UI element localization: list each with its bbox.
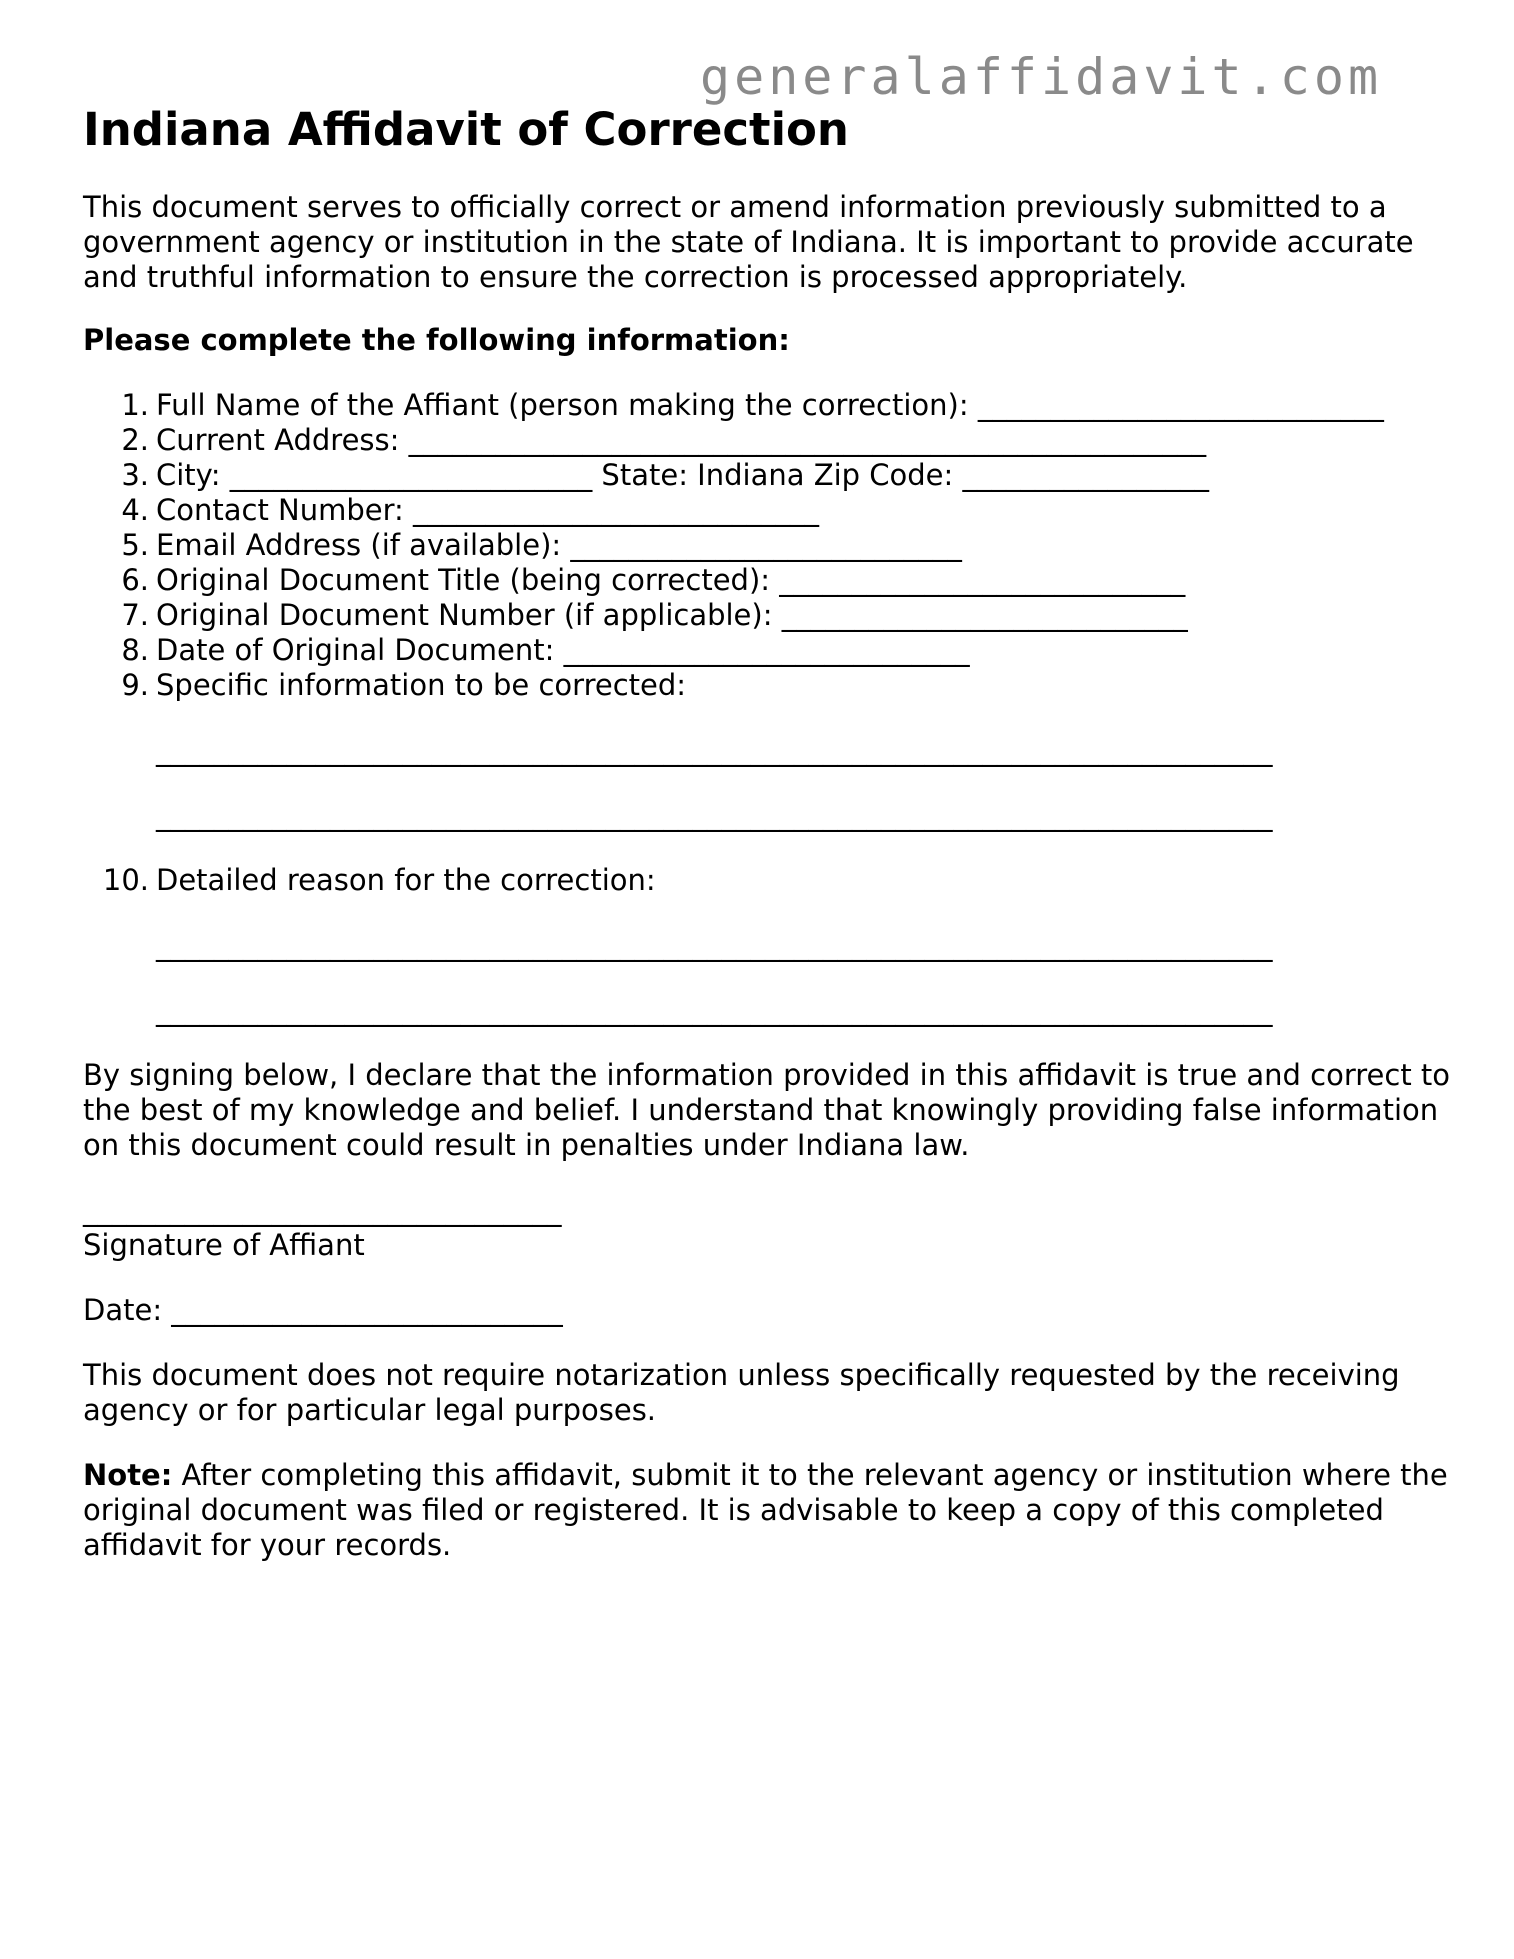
field-label: Date of Original Document: ____________________________: [156, 633, 970, 667]
field-label: Full Name of the Affiant (person making the correction): ____________________________: [156, 388, 1384, 422]
field-number: 5.: [121, 528, 149, 562]
field-label: Current Address: _______________________________________________________: [156, 423, 1207, 457]
signature-label: Signature of Affiant: [83, 1228, 365, 1262]
field-information-to-correct: [83, 668, 1463, 703]
watermark: generalaffidavit.com: [700, 48, 1383, 106]
field-number: 3.: [121, 458, 149, 492]
field-number: 8.: [121, 633, 149, 667]
signature-blank[interactable]: _________________________________: [83, 1193, 562, 1227]
field-contact-number[interactable]: [83, 493, 1463, 528]
field-label: City: _________________________ State: Indiana Zip Code: _________________: [156, 458, 1210, 492]
note-text: After completing this affidavit, submit it to the relevant agency or institution where the original document was filed or registered. It is advisable to keep a copy of this completed affidavit for your records.: [83, 1458, 1448, 1562]
field-label: Original Document Title (being corrected): ____________________________: [156, 563, 1186, 597]
field-affiant-name[interactable]: [83, 388, 1463, 423]
note-label: Note:: [83, 1458, 173, 1492]
field-email-address[interactable]: [83, 528, 1463, 563]
field-city-state-zip[interactable]: [83, 458, 1463, 493]
field-label: Specific information to be corrected:: [156, 668, 687, 702]
declaration-paragraph: By signing below, I declare that the information provided in this affidavit is true and correct to the best of my knowledge and belief. I understand that knowingly providing false information on this document could result in penalties under Indiana law.: [83, 1058, 1451, 1162]
field-number: 4.: [121, 493, 149, 527]
field-label: Detailed reason for the correction:: [156, 863, 656, 897]
field-original-document-title[interactable]: [83, 563, 1463, 598]
form-fields-list-continued: [83, 863, 1463, 898]
correction-answer-line-1[interactable]: _____________________________________________________________________________: [156, 733, 1273, 767]
field-number: 10.: [102, 863, 149, 897]
field-number: 2.: [121, 423, 149, 457]
document-title: Indiana Affidavit of Correction: [83, 103, 849, 156]
field-current-address[interactable]: [83, 423, 1463, 458]
document-page: [83, 100, 1463, 1563]
note-paragraph: [83, 1458, 1463, 1563]
form-fields-list: [83, 388, 1463, 703]
reason-answer-line-1[interactable]: _____________________________________________________________________________: [156, 928, 1273, 962]
field-number: 7.: [121, 598, 149, 632]
reason-answer-line-2[interactable]: _____________________________________________________________________________: [156, 993, 1273, 1027]
notarization-paragraph: This document does not require notarization unless specifically requested by the receiving agency or for particular legal purposes.: [83, 1358, 1400, 1427]
intro-paragraph: This document serves to officially correct or amend information previously submitted to a government agency or institution in the state of Indiana. It is important to provide accurate and truthful information to ensure the correction is processed appropriately.: [83, 190, 1414, 294]
field-label: Contact Number: ____________________________: [156, 493, 820, 527]
field-number: 1.: [121, 388, 149, 422]
correction-answer-line-2[interactable]: _____________________________________________________________________________: [156, 798, 1273, 832]
field-reason-for-correction: [83, 863, 1463, 898]
field-label: Original Document Number (if applicable): ____________________________: [156, 598, 1188, 632]
date-field[interactable]: Date: ___________________________: [83, 1293, 563, 1327]
field-original-document-number[interactable]: [83, 598, 1463, 633]
field-original-document-date[interactable]: [83, 633, 1463, 668]
form-instructions-heading: Please complete the following information:: [83, 323, 790, 357]
field-number: 9.: [121, 668, 149, 702]
field-number: 6.: [121, 563, 149, 597]
field-label: Email Address (if available): ___________________________: [156, 528, 962, 562]
